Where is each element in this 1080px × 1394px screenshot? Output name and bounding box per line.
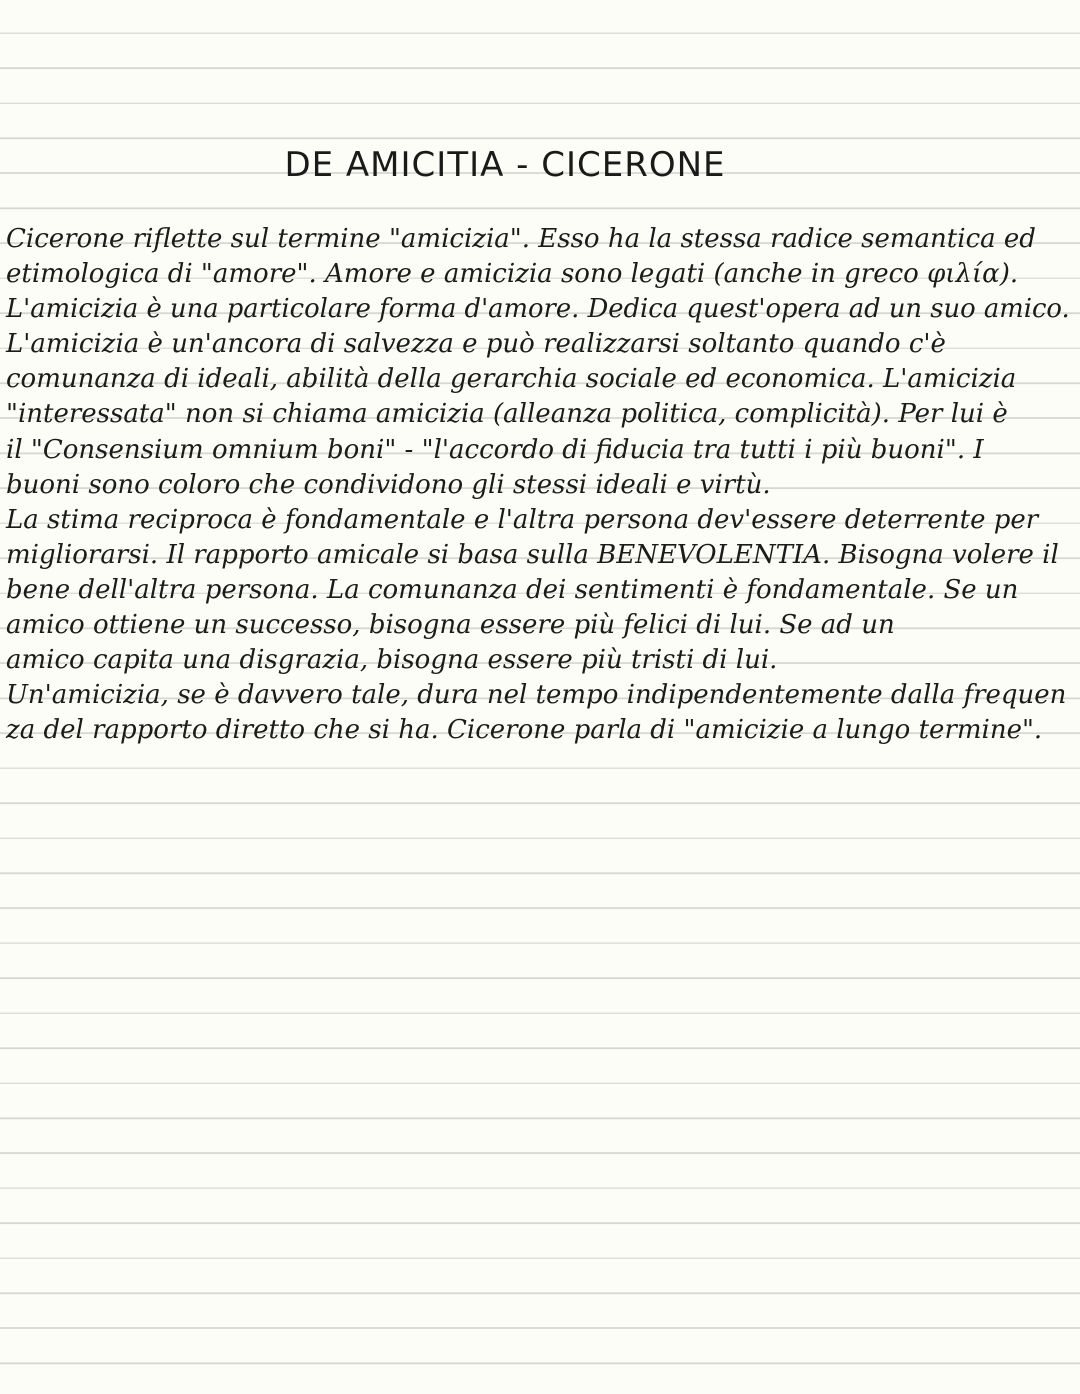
handwritten-text xyxy=(6,222,1076,748)
text-line: "interessata" non si chiama amicizia (alleanza politica, complicità). Per lui è xyxy=(6,399,1008,430)
text-line: L'amicizia è un'ancora di salvezza e può realizzarsi soltanto quando c'è xyxy=(6,329,946,360)
text-line: etimologica di "amore". Amore e amicizia sono legati (anche in greco φιλία). xyxy=(6,259,1019,290)
text-line: za del rapporto diretto che si ha. Cicerone parla di "amicizie a lungo termine". xyxy=(6,715,1043,746)
text-line: bene dell'altra persona. La comunanza dei sentimenti è fondamentale. Se un xyxy=(6,574,1019,605)
page-title: DE AMICITIA - CICERONE xyxy=(284,145,726,185)
text-line: amico ottiene un successo, bisogna essere più felici di lui. Se ad un xyxy=(6,610,895,641)
text-line: L'amicizia è una particolare forma d'amore. Dedica quest'opera ad un suo amico. xyxy=(6,294,1070,325)
text-line: Un'amicizia, se è davvero tale, dura nel tempo indipendentemente dalla frequen xyxy=(6,680,1067,711)
text-line: amico capita una disgrazia, bisogna essere più tristi di lui. xyxy=(6,645,778,676)
text-line: il "Consensium omnium boni" - "l'accordo di fiducia tra tutti i più buoni". I xyxy=(6,434,984,465)
text-line: Cicerone riflette sul termine "amicizia". Esso ha la stessa radice semantica ed xyxy=(6,224,1036,254)
text-line: La stima reciproca è fondamentale e l'altra persona dev'essere deterrente per xyxy=(6,504,1039,535)
text-line: comunanza di ideali, abilità della gerarchia sociale ed economica. L'amicizia xyxy=(6,364,1017,395)
text-line: migliorarsi. Il rapporto amicale si basa sulla BENEVOLENTIA. Bisogna volere il xyxy=(6,539,1059,570)
text-line: buoni sono coloro che condividono gli stessi ideali e virtù. xyxy=(6,469,771,500)
